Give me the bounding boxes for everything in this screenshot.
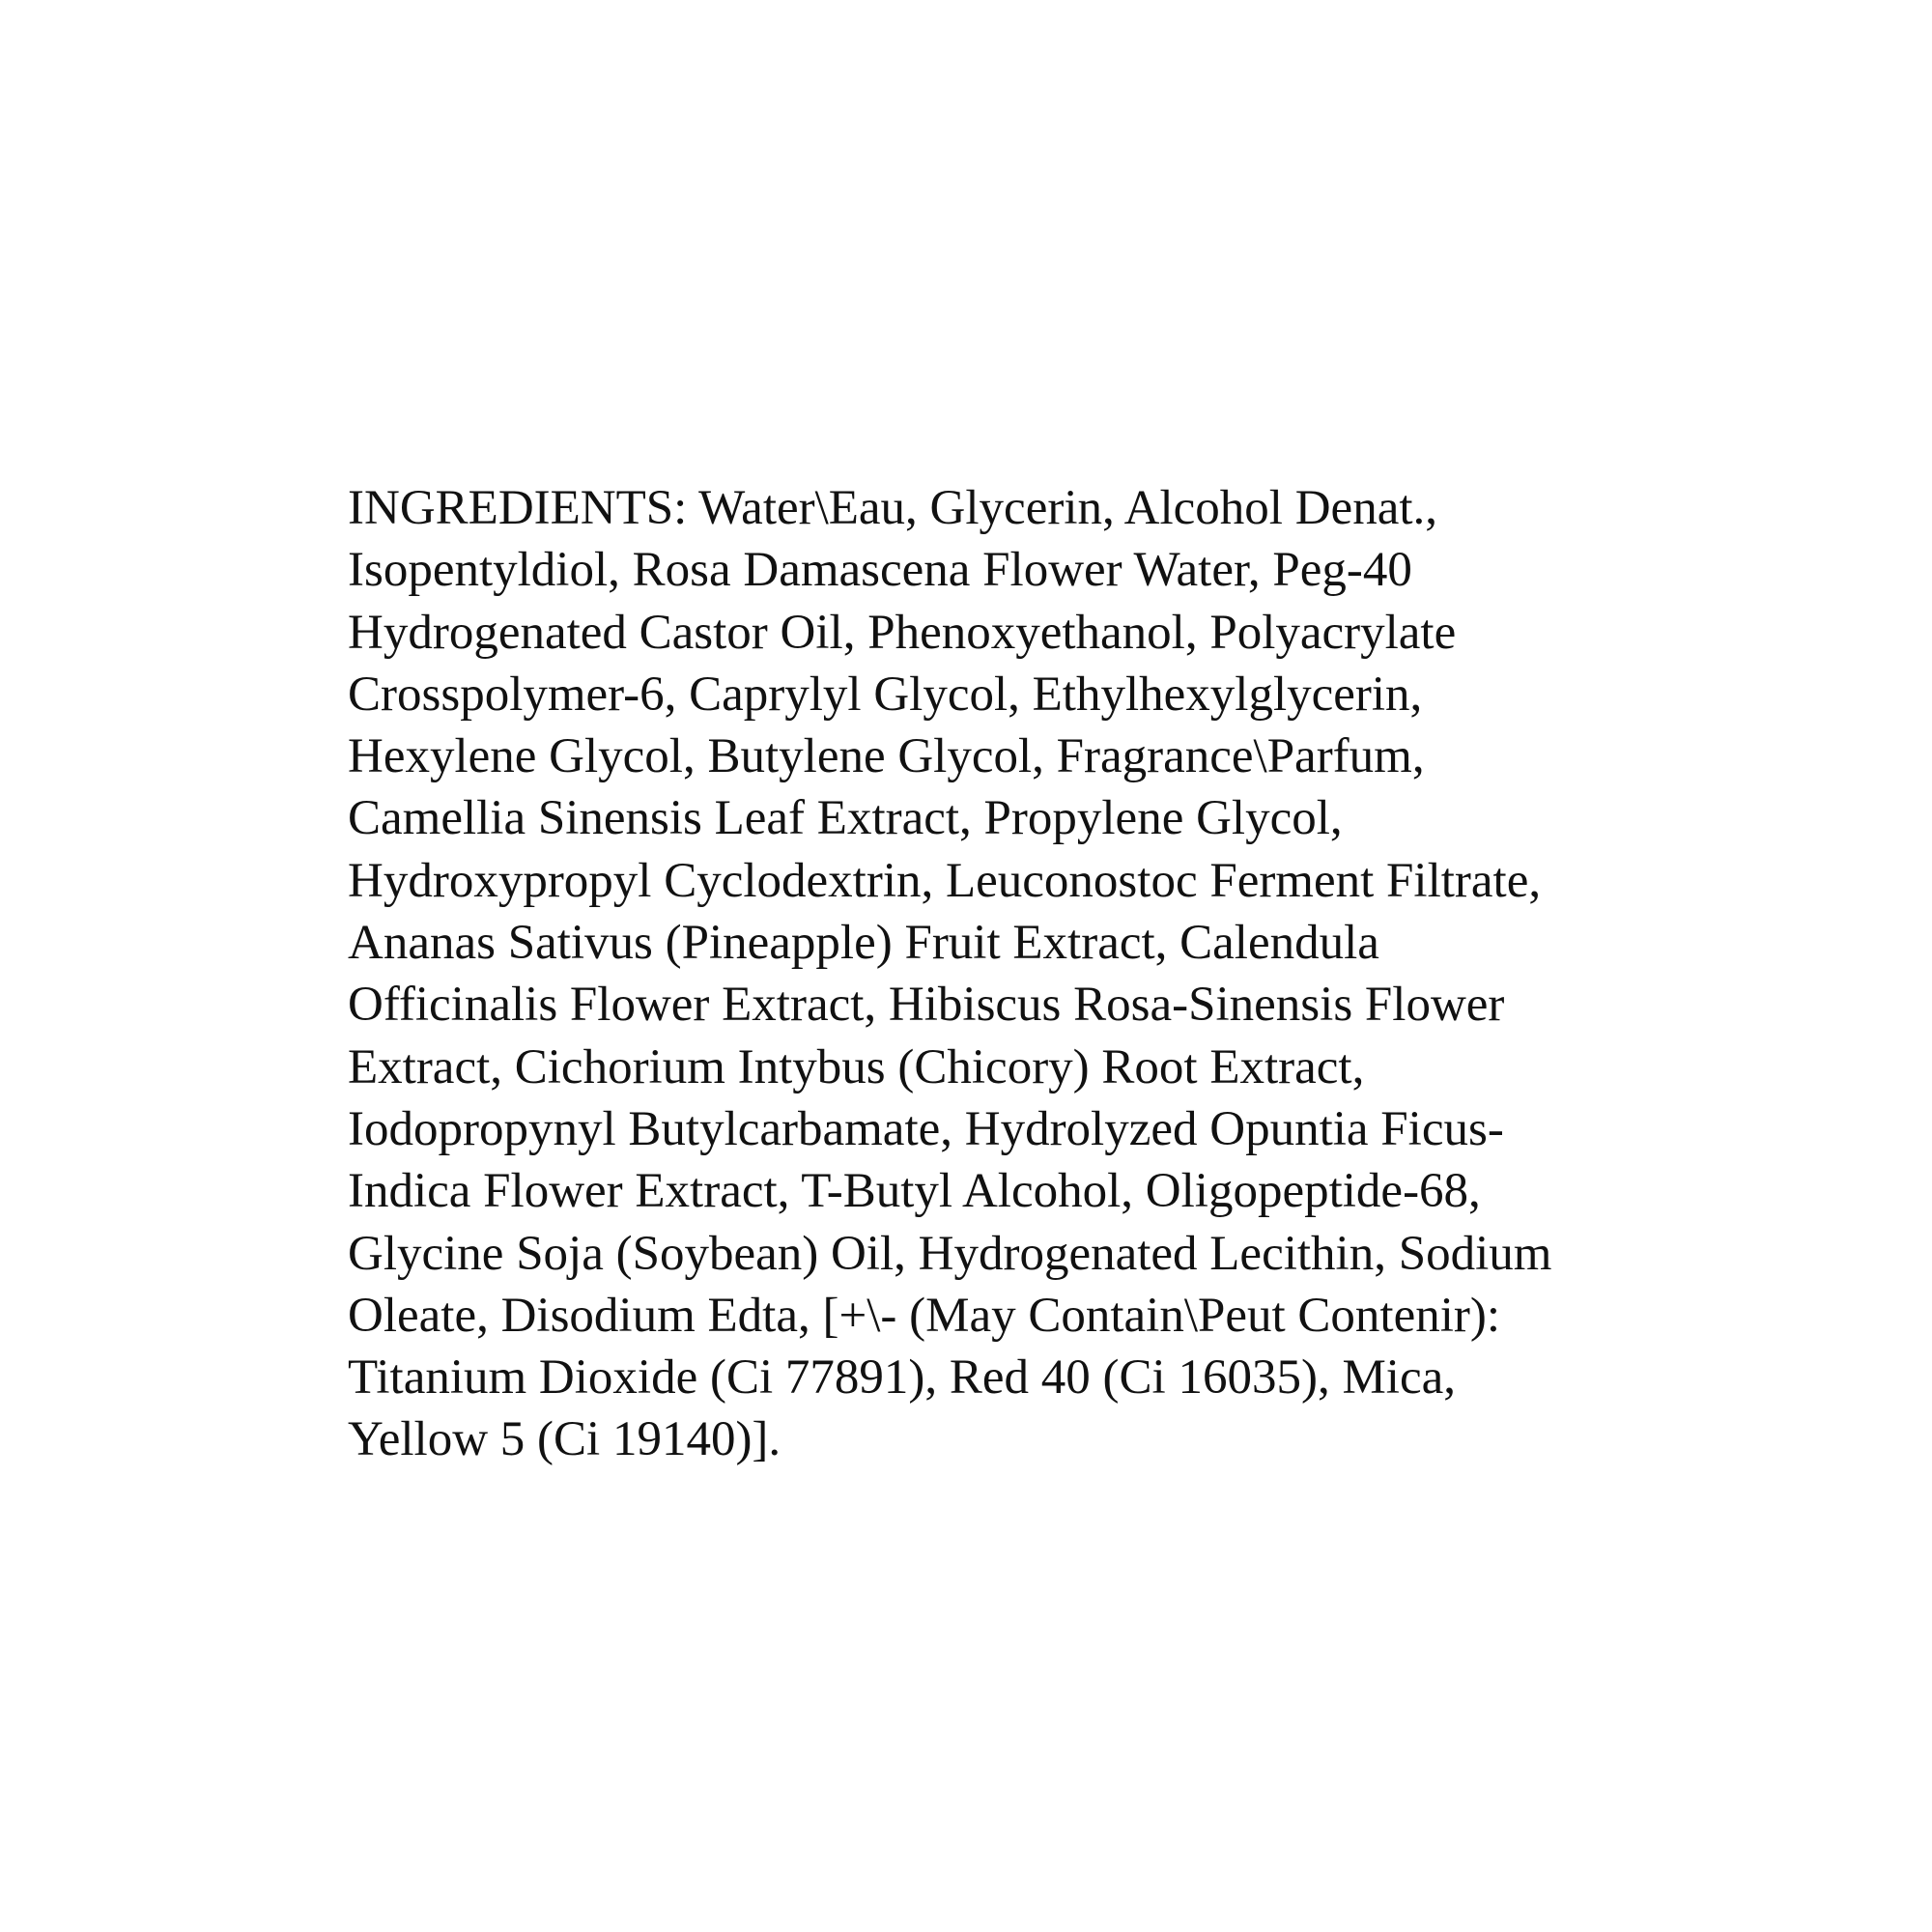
ingredients-line: Extract, Cichorium Intybus (Chicory) Root Extract, — [348, 1039, 1365, 1094]
ingredients-line: Isopentyldiol, Rosa Damascena Flower Water, Peg-40 — [348, 543, 1412, 598]
ingredients-line: Indica Flower Extract, T-Butyl Alcohol, Oligopeptide-68, — [348, 1164, 1481, 1219]
ingredients-line: Titanium Dioxide (Ci 77891), Red 40 (Ci 16035), Mica, — [348, 1350, 1456, 1406]
ingredients-line: Glycine Soja (Soybean) Oil, Hydrogenated Lecithin, Sodium — [348, 1226, 1552, 1281]
ingredients-text-block — [348, 477, 1700, 1471]
ingredients-line: Officinalis Flower Extract, Hibiscus Rosa-Sinensis Flower — [348, 978, 1505, 1033]
ingredients-line: Hydroxypropyl Cyclodextrin, Leuconostoc Ferment Filtrate, — [348, 853, 1542, 908]
ingredients-line: Hexylene Glycol, Butylene Glycol, Fragrance\Parfum, — [348, 729, 1425, 784]
ingredients-line: Oleate, Disodium Edta, [+\- (May Contain\Peut Contenir): — [348, 1288, 1501, 1343]
ingredients-line: Hydrogenated Castor Oil, Phenoxyethanol, Polyacrylate — [348, 605, 1457, 660]
ingredients-line: INGREDIENTS: Water\Eau, Glycerin, Alcohol Denat., — [348, 481, 1438, 535]
ingredients-line: Ananas Sativus (Pineapple) Fruit Extract, Calendula — [348, 916, 1379, 971]
ingredients-line: Crosspolymer-6, Caprylyl Glycol, Ethylhexylglycerin, — [348, 667, 1423, 722]
ingredients-line: Iodopropynyl Butylcarbamate, Hydrolyzed Opuntia Ficus- — [348, 1101, 1504, 1156]
ingredients-line: Camellia Sinensis Leaf Extract, Propylene Glycol, — [348, 791, 1343, 846]
ingredients-line: Yellow 5 (Ci 19140)]. — [348, 1412, 781, 1467]
